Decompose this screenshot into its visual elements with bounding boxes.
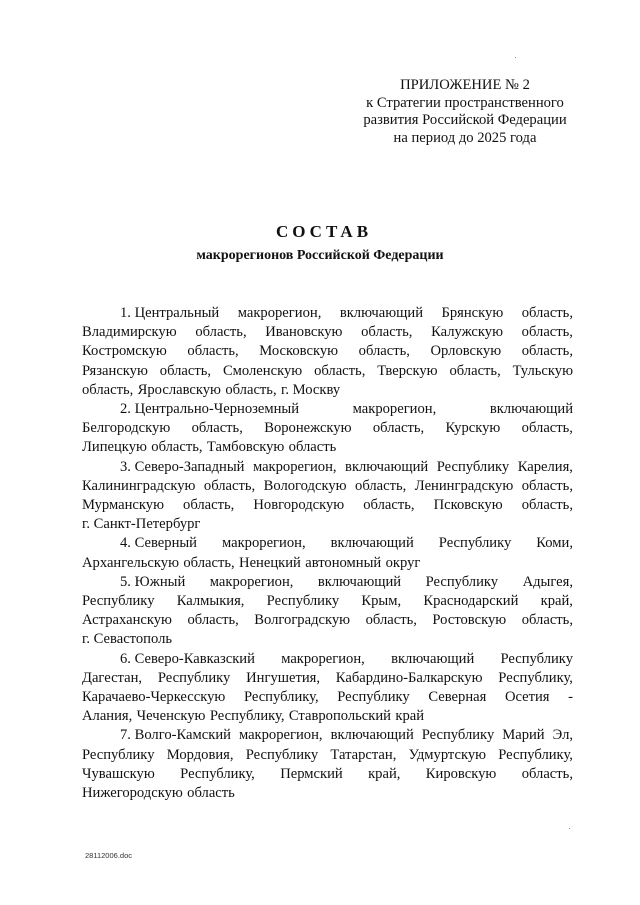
word: макрорегион, (238, 727, 323, 744)
word: 6. Северо-Кавказский (120, 650, 255, 667)
word: край, (368, 765, 401, 782)
word: 7. Волго-Камский (120, 727, 231, 744)
word: Владимирскую (82, 324, 177, 341)
word: Кировскую (425, 765, 497, 782)
word: Республику (425, 573, 499, 590)
word: область, (82, 381, 134, 398)
word: Эл, (552, 727, 573, 744)
word: область, (521, 324, 573, 341)
word: включающий (391, 650, 475, 667)
word: Мурманскую (82, 497, 164, 514)
word: Карелия, (517, 458, 573, 475)
word: Тверскую (377, 362, 438, 379)
word: Вологодскую (263, 477, 347, 494)
macroregion-paragraph (82, 534, 573, 572)
word: Татарстан, (330, 746, 397, 763)
word: Нижегородскую (82, 785, 183, 802)
word: Липецкую (82, 439, 147, 456)
scan-speck (569, 828, 570, 829)
word: Ростовскую (432, 612, 507, 629)
word: Республику, (209, 708, 285, 725)
word: Ингушетия, (246, 669, 321, 686)
word: область (288, 439, 337, 456)
macroregion-paragraph (82, 400, 573, 458)
word: макрорегион, (252, 458, 337, 475)
word: Псковскую (433, 497, 503, 514)
text-line (82, 650, 573, 669)
word: область, (363, 497, 415, 514)
word: включающий (345, 458, 429, 475)
word: область, (355, 477, 407, 494)
word: Республику (266, 593, 340, 610)
word: Ярославскую (137, 381, 221, 398)
text-line (82, 746, 573, 765)
word: край (395, 708, 425, 725)
word: Кабардино-Балкарскую (335, 669, 483, 686)
word: 3. Северо-Западный (120, 458, 245, 475)
word: Тамбовскую (206, 439, 285, 456)
word: область, (521, 497, 573, 514)
word: Курскую (445, 420, 501, 437)
macroregion-list (82, 304, 573, 803)
word: область, (151, 439, 203, 456)
word: Республику (421, 727, 495, 744)
word: макрорегион, (281, 650, 365, 667)
word: область, (521, 765, 573, 782)
word: область, (521, 612, 573, 629)
document-title: СОСТАВ (275, 222, 373, 241)
word: Костромскую (82, 343, 167, 360)
word: область, (187, 343, 239, 360)
word: Коми, (536, 535, 573, 552)
word: Республику, (498, 746, 573, 763)
word: Крым, (361, 593, 402, 610)
word: Московскую (259, 343, 339, 360)
word: Адыгея, (522, 573, 573, 590)
file-name-footer: 28112006.doc (85, 851, 132, 860)
word: область, (195, 324, 247, 341)
word: Пермский (280, 765, 343, 782)
word: Республику (500, 650, 573, 667)
text-line (82, 534, 573, 553)
word: Мордовия, (166, 746, 234, 763)
word: Республику (337, 689, 410, 706)
word: область, (361, 324, 413, 341)
word: область, (521, 477, 573, 494)
text-line (82, 477, 573, 496)
word: Ставропольский (288, 708, 391, 725)
text-line (82, 611, 573, 630)
word: Алания, (82, 708, 133, 725)
word: Калининградскую (82, 477, 196, 494)
word: Северная (428, 689, 487, 706)
word: включающий (489, 401, 573, 418)
word: Архангельскую (82, 554, 179, 571)
word: макрорегион, (237, 305, 322, 321)
text-line (82, 362, 573, 381)
macroregion-paragraph (82, 650, 573, 727)
word: область, (187, 612, 239, 629)
word: область, (183, 497, 235, 514)
word: область, (365, 612, 417, 629)
word: Республику, (180, 765, 255, 782)
text-line (82, 304, 573, 323)
text-line (82, 784, 573, 803)
word: г. Москву (280, 381, 341, 398)
word: область (187, 785, 235, 802)
macroregion-paragraph (82, 573, 573, 650)
scan-speck (515, 57, 516, 58)
word: Ивановскую (265, 324, 343, 341)
macroregion-paragraph (82, 726, 573, 803)
word: 1. Центральный (120, 305, 220, 321)
word: Удмуртскую (408, 746, 487, 763)
word: Орловскую (430, 343, 502, 360)
text-line (82, 419, 573, 438)
macroregion-paragraph (82, 458, 573, 535)
text-line (82, 765, 573, 784)
word: включающий (330, 535, 414, 552)
word: 5. Южный (120, 573, 186, 590)
text-line (82, 630, 573, 649)
appendix-line-strategy: к Стратегии пространственного (366, 94, 564, 111)
word: область, (449, 362, 501, 379)
word: Республику, (243, 689, 319, 706)
text-line (82, 323, 573, 342)
word: Марий (502, 727, 545, 744)
word: Воронежскую (264, 420, 352, 437)
text-line (82, 381, 573, 400)
word: макрорегион, (352, 401, 437, 418)
word: г. Севастополь (82, 631, 173, 648)
appendix-line-federation: развития Российской Федерации (363, 112, 567, 128)
text-line (82, 573, 573, 592)
word: Калмыкия, (176, 593, 245, 610)
word: 2. Центрально-Черноземный (120, 401, 300, 418)
word: макрорегион, (209, 573, 294, 590)
word: область, (521, 305, 573, 321)
word: область, (183, 554, 235, 571)
word: Дагестан, (82, 669, 143, 686)
appendix-line-period: на период до 2025 года (393, 129, 537, 146)
text-line (82, 669, 573, 688)
text-line (82, 554, 573, 573)
word: Новгородскую (253, 497, 345, 514)
word: область, (191, 420, 243, 437)
document-subtitle: макрорегионов Российской Федерации (196, 248, 444, 263)
appendix-line-number: ПРИЛОЖЕНИЕ № 2 (400, 77, 530, 93)
word: Ленинградскую (414, 477, 514, 494)
text-line (82, 496, 573, 515)
word: Белгородскую (82, 420, 171, 437)
word: макрорегион, (221, 535, 306, 552)
word: Республику, (498, 669, 573, 686)
word: область, (521, 343, 573, 360)
word: край, (540, 593, 573, 610)
word: Волгоградскую (254, 612, 351, 629)
word: область, (521, 420, 573, 437)
word: Рязанскую (82, 362, 148, 379)
text-line (82, 726, 573, 745)
text-line (82, 342, 573, 361)
word: Брянскую (441, 305, 504, 321)
word: область, (203, 477, 256, 494)
text-line (82, 515, 573, 534)
text-line (82, 592, 573, 611)
word: Калужскую (431, 324, 503, 341)
word: Осетия (504, 689, 550, 706)
word: область, (358, 343, 410, 360)
word: Смоленскую (222, 362, 303, 379)
word: включающий (330, 727, 414, 744)
word: область, (372, 420, 425, 437)
macroregion-paragraph (82, 304, 573, 400)
word: Астраханскую (82, 612, 172, 629)
text-line (82, 707, 573, 726)
word: Республику (82, 593, 155, 610)
word: включающий (317, 573, 402, 590)
word: включающий (339, 305, 423, 321)
word: Республику (157, 669, 231, 686)
word: область, (314, 362, 366, 379)
word: - (568, 689, 573, 706)
word: Чувашскую (82, 765, 155, 782)
text-line (82, 400, 573, 419)
word: Краснодарский (423, 593, 519, 610)
word: автономный (305, 554, 382, 571)
word: Чеченскую (136, 708, 206, 725)
word: область, (159, 362, 212, 379)
word: 4. Северный (120, 535, 197, 552)
text-line (82, 458, 573, 477)
word: Республику (245, 746, 319, 763)
word: Ненецкий (239, 554, 301, 571)
word: Республику (438, 535, 512, 552)
word: область, (225, 381, 277, 398)
appendix-header (330, 77, 600, 147)
text-line (82, 438, 573, 457)
word: г. Санкт-Петербург (82, 516, 201, 533)
word: Республику (436, 458, 510, 475)
word: округ (385, 554, 421, 571)
word: Тульскую (512, 362, 573, 379)
word: Республику (82, 746, 155, 763)
word: Карачаево-Черкесскую (82, 689, 226, 706)
text-line (82, 688, 573, 707)
